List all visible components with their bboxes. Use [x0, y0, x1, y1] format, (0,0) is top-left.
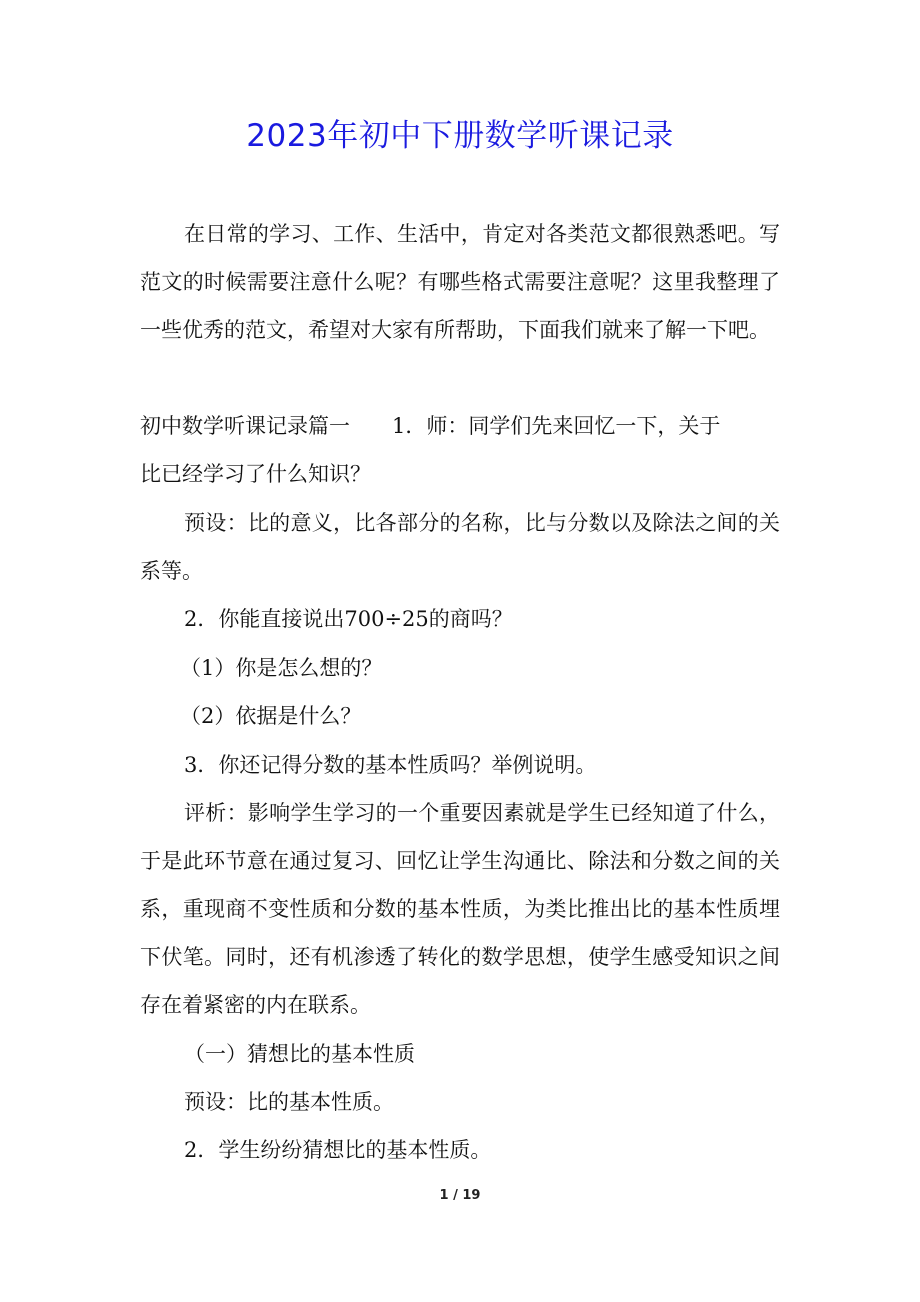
question-2-sub-2: （2）依据是什么？: [180, 704, 362, 728]
section-heading-line: 初中数学听课记录篇一 1．师：同学们先来回忆一下，关于: [140, 414, 721, 438]
part-1-heading: （一）猜想比的基本性质: [184, 1042, 415, 1066]
section-heading-continuation: 比已经学习了什么知识？: [140, 462, 371, 486]
document-title: 2023年初中下册数学听课记录: [246, 118, 674, 154]
intro-paragraph: 在日常的学习、工作、生活中，肯定对各类范文都很熟悉吧。写范文的时候需要注意什么呢？有哪些格式需要注意呢？这里我整理了一些优秀的范文，希望对大家有所帮助，下面我们就来了解一下吧。: [140, 222, 780, 342]
preset-paragraph-2: 预设：比的基本性质。: [184, 1090, 394, 1114]
preset-paragraph-1: 预设：比的意义，比各部分的名称，比与分数以及除法之间的关系等。: [140, 511, 780, 583]
question-2-sub-1: （1）你是怎么想的？: [180, 656, 383, 680]
page-indicator: 1 / 19: [439, 1188, 481, 1203]
question-2: 2．你能直接说出700÷25的商吗？: [184, 607, 513, 631]
analysis-paragraph: 评析：影响学生学习的一个重要因素就是学生已经知道了什么，于是此环节意在通过复习、回忆让学生沟通比、除法和分数之间的关系，重现商不变性质和分数的基本性质，为类比推出比的基本性质埋下伏笔。同时，还有机渗透了转化的数学思想，使学生感受知识之间存在着紧密的内在联系。: [140, 801, 780, 1017]
step-2: 2．学生纷纷猜想比的基本性质。: [184, 1138, 492, 1162]
question-3: 3．你还记得分数的基本性质吗？举例说明。: [184, 753, 597, 777]
